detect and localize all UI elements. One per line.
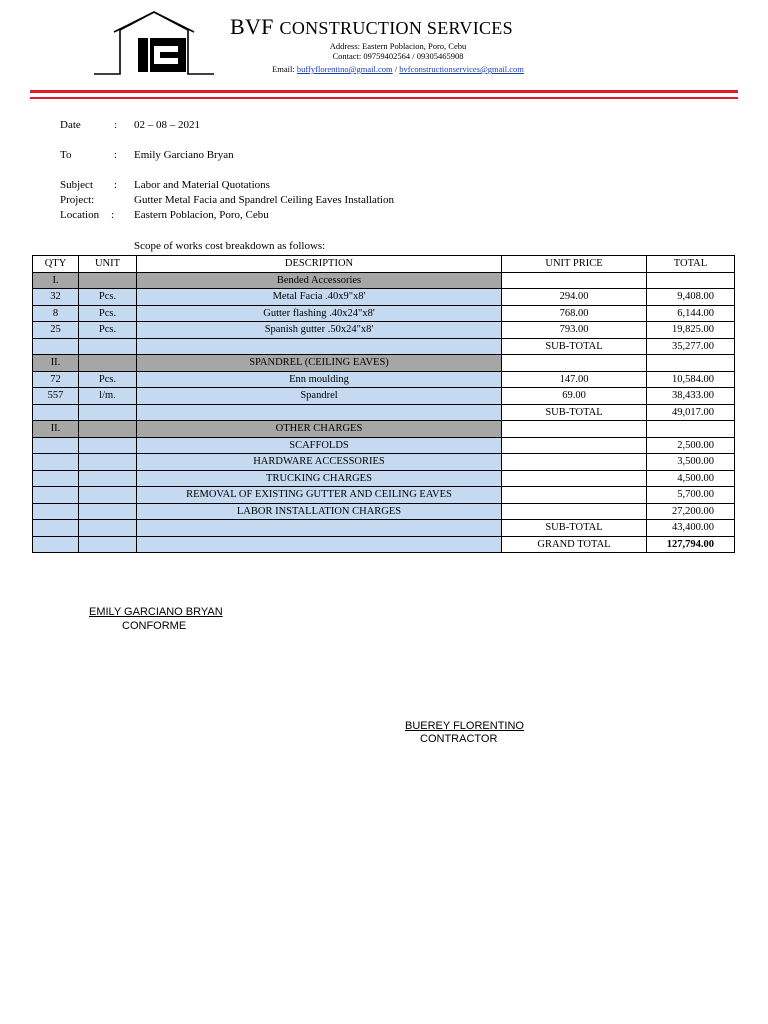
quotation-table [32, 255, 735, 553]
grand-total-label: GRAND TOTAL [502, 536, 647, 553]
header-qty: QTY [33, 256, 79, 273]
table-row: 72 Pcs. Enn moulding 147.00 10,584.00 [33, 371, 735, 388]
colon: : [114, 179, 118, 191]
colon: : [111, 209, 115, 221]
table-row: SCAFFOLDS 2,500.00 [33, 437, 735, 454]
contractor-signature-name: BUEREY FLORENTINO [405, 720, 524, 732]
colon: : [114, 149, 118, 161]
table-row: REMOVAL OF EXISTING GUTTER AND CEILING EAVES 5,700.00 [33, 487, 735, 504]
grand-total-row [33, 536, 735, 553]
to-value: Emily Garciano Bryan [134, 149, 234, 161]
subtotal-row: SUB-TOTAL 49,017.00 [33, 404, 735, 421]
to-label: To [60, 149, 72, 161]
scope-text: Scope of works cost breakdown as follows: [134, 240, 326, 252]
table-row: 557 l/m. Spandrel 69.00 38,433.00 [33, 388, 735, 405]
section-title: OTHER CHARGES [137, 421, 502, 438]
table-row: HARDWARE ACCESSORIES 3,500.00 [33, 454, 735, 471]
section-row: II. SPANDREL (CEILING EAVES) [33, 355, 735, 372]
colon: : [114, 119, 118, 131]
project-label: Project: [60, 194, 95, 206]
company-contact: Contact: 09759402564 / 09305465908 [332, 51, 464, 61]
client-signature-role: CONFORME [122, 620, 187, 632]
subject-label: Subject [60, 179, 93, 191]
subject-value: Labor and Material Quotations [134, 179, 270, 191]
header-unit: UNIT [79, 256, 137, 273]
header-unit-price: UNIT PRICE [502, 256, 647, 273]
table-row: LABOR INSTALLATION CHARGES 27,200.00 [33, 503, 735, 520]
header-rule-bottom [30, 97, 738, 99]
table-row: TRUCKING CHARGES 4,500.00 [33, 470, 735, 487]
company-name: BVF CONSTRUCTION SERVICES [230, 14, 513, 39]
subtotal-row: SUB-TOTAL 35,277.00 [33, 338, 735, 355]
date-value: 02 – 08 – 2021 [134, 119, 200, 131]
subtotal-row: SUB-TOTAL 43,400.00 [33, 520, 735, 537]
header-total: TOTAL [647, 256, 735, 273]
company-address: Address: Eastern Poblacion, Poro, Cebu [329, 41, 467, 51]
grand-total-value: 127,794.00 [647, 536, 735, 553]
contractor-signature-role: CONTRACTOR [420, 733, 498, 745]
table-row: 32 Pcs. Metal Facia .40x9"x8' 294.00 9,408.00 [33, 289, 735, 306]
header-rule-top [30, 90, 738, 93]
header-description: DESCRIPTION [137, 256, 502, 273]
company-email: Email: buffyflorentino@gmail.com / bvfconstructionservices@gmail.com [272, 64, 524, 74]
section-title: SPANDREL (CEILING EAVES) [137, 355, 502, 372]
section-row: I. Bended Accessories [33, 272, 735, 289]
table-header-row [33, 256, 735, 273]
project-value: Gutter Metal Facia and Spandrel Ceiling Eaves Installation [134, 194, 394, 206]
date-label: Date [60, 119, 81, 131]
table-row: 25 Pcs. Spanish gutter .50x24"x8' 793.00 19,825.00 [33, 322, 735, 339]
section-title: Bended Accessories [137, 272, 502, 289]
email-link-2[interactable]: bvfconstructionservices@gmail.com [399, 64, 524, 74]
email-link-1[interactable]: buffyflorentino@gmail.com [296, 64, 393, 74]
section-row: II. OTHER CHARGES [33, 421, 735, 438]
table-row: 8 Pcs. Gutter flashing .40x24"x8' 768.00 6,144.00 [33, 305, 735, 322]
location-value: Eastern Poblacion, Poro, Cebu [134, 209, 269, 221]
location-label: Location [60, 209, 100, 221]
client-signature-name: EMILY GARCIANO BRYAN [89, 606, 223, 618]
